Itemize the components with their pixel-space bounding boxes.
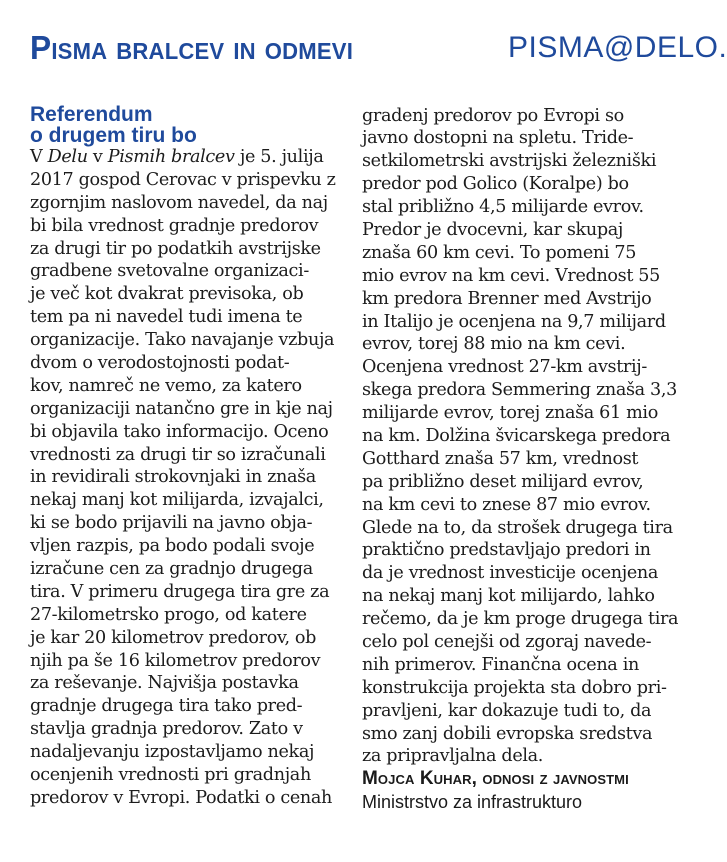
text-run: je 5. julija — [234, 147, 324, 167]
body-line: setkilometrski avstrijski železniški — [362, 151, 657, 172]
headline-line: o drugem tiru bo — [30, 124, 197, 147]
body-line: gradnje drugega tira tako pred- — [30, 696, 303, 717]
author-signature: Mojca Kuhar, odnosi z javnostmi — [362, 768, 629, 790]
body-line: rečemo, da je km proge drugega tira — [362, 609, 679, 630]
body-line: na nekaj manj kot milijardo, lahko — [362, 586, 655, 607]
body-line: in Italijo je ocenjena na 9,7 milijard — [362, 311, 666, 332]
body-line: skega predora Semmering znaša 3,3 — [362, 380, 677, 401]
body-line: 27-kilometrsko progo, od katere — [30, 604, 307, 625]
body-line: ocenjenih vrednosti pri gradnjah — [30, 765, 311, 786]
body-line: predorov v Evropi. Podatki o cenah — [30, 787, 332, 808]
body-line: organizacije. Tako navajanje vzbuja — [30, 330, 335, 351]
body-line: kov, namreč ne vemo, za katero — [30, 375, 302, 396]
body-line: nekaj manj kot milijarda, izvajalci, — [30, 490, 324, 511]
body-line: ki se bodo prijavili na javno obja- — [30, 513, 313, 534]
left-body-text — [30, 169, 336, 810]
text-run: V — [30, 147, 48, 167]
body-line: bi objavila tako informacijo. Oceno — [30, 421, 329, 442]
body-line: Ocenjena vrednost 27-km avstrij- — [362, 357, 647, 378]
body-line: Glede na to, da strošek drugega tira — [362, 517, 673, 538]
body-line: predor pod Golico (Koralpe) bo — [362, 174, 629, 195]
body-line: za reševanje. Najvišja postavka — [30, 673, 299, 694]
body-line: mio evrov na km cevi. Vrednost 55 — [362, 265, 660, 286]
body-line: celo pol cenejši od zgoraj navede- — [362, 631, 652, 652]
body-line: smo zanj dobili evropska sredstva — [362, 723, 653, 744]
body-line: znaša 60 km cevi. To pomeni 75 — [362, 242, 637, 263]
body-line: pa približno deset milijard evrov, — [362, 471, 644, 492]
article-headline — [30, 104, 336, 146]
body-line: njih pa še 16 kilometrov predorov — [30, 650, 321, 671]
body-line: evrov, torej 88 mio na km cevi. — [362, 334, 626, 355]
body-line: pravljeni, kar dokazuje tudi to, da — [362, 700, 652, 721]
body-line: na km cevi to znese 87 mio evrov. — [362, 494, 651, 515]
body-line: da je vrednost investicije ocenjena — [362, 563, 659, 584]
italic-publication-name: Delu — [47, 147, 88, 167]
italic-section-name: Pismih bralcev — [107, 147, 235, 167]
body-line: milijarde evrov, torej znaša 61 mio — [362, 403, 658, 424]
body-line: izračune cen za gradnjo drugega — [30, 559, 313, 580]
body-line: stavlja gradnja predorov. Zato v — [30, 719, 303, 740]
body-line: nadaljevanju izpostavljamo nekaj — [30, 742, 315, 763]
body-line: gradenj predorov po Evropi so — [362, 105, 624, 126]
section-masthead — [30, 28, 727, 75]
right-body-text — [362, 105, 678, 769]
body-line: javno dostopni na spletu. Tride- — [362, 128, 634, 149]
body-line: je kar 20 kilometrov predorov, ob — [30, 627, 317, 648]
section-title: Pisma bralcev in odmevi — [30, 29, 354, 66]
body-line: gradbene svetovalne organizaci- — [30, 261, 309, 282]
intro-line — [30, 146, 336, 169]
article-column-left — [30, 104, 336, 810]
body-line: stal približno 4,5 milijarde evrov. — [362, 197, 644, 218]
body-line: je več kot dvakrat previsoka, ob — [30, 284, 304, 305]
body-line: nih primerov. Finančna ocena in — [362, 654, 639, 675]
body-line: 2017 gospod Cerovac v prispevku z — [30, 169, 336, 190]
body-line: km predora Brenner med Avstrijo — [362, 288, 652, 309]
body-line: vrednosti za drugi tir so izračunali — [30, 444, 326, 465]
body-line: tira. V primeru drugega tira gre za — [30, 581, 330, 602]
body-line: in revidirali strokovnjaki in znaša — [30, 467, 316, 488]
body-line: za drugi tir po podatkih avstrijske — [30, 238, 321, 259]
body-line: za pripravljalna dela. — [362, 746, 544, 767]
body-line: zgornjim naslovom navedel, da naj — [30, 192, 328, 213]
body-line: Gotthard znaša 57 km, vrednost — [362, 448, 639, 469]
body-line: organizaciji natančno gre in kje naj — [30, 398, 333, 419]
body-line: tem pa ni navedel tudi imena te — [30, 307, 303, 328]
text-run: v — [87, 147, 108, 167]
body-line: bi bila vrednost gradnje predorov — [30, 215, 319, 236]
body-line: Predor je dvocevni, kar skupaj — [362, 219, 624, 240]
contact-email[interactable]: PISMA@DELO. — [508, 31, 727, 64]
article-column-right — [362, 105, 678, 815]
body-line: konstrukcija projekta sta dobro pri- — [362, 677, 667, 698]
body-line: dvom o verodostojnosti podat- — [30, 353, 290, 374]
headline-line: Referendum — [30, 103, 153, 126]
body-line: na km. Dolžina švicarskega predora — [362, 425, 671, 446]
body-line: vljen razpis, pa bodo podali svoje — [30, 536, 315, 557]
author-affiliation: Ministrstvo za infrastrukturo — [362, 792, 583, 813]
body-line: praktično predstavljajo predori in — [362, 540, 651, 561]
